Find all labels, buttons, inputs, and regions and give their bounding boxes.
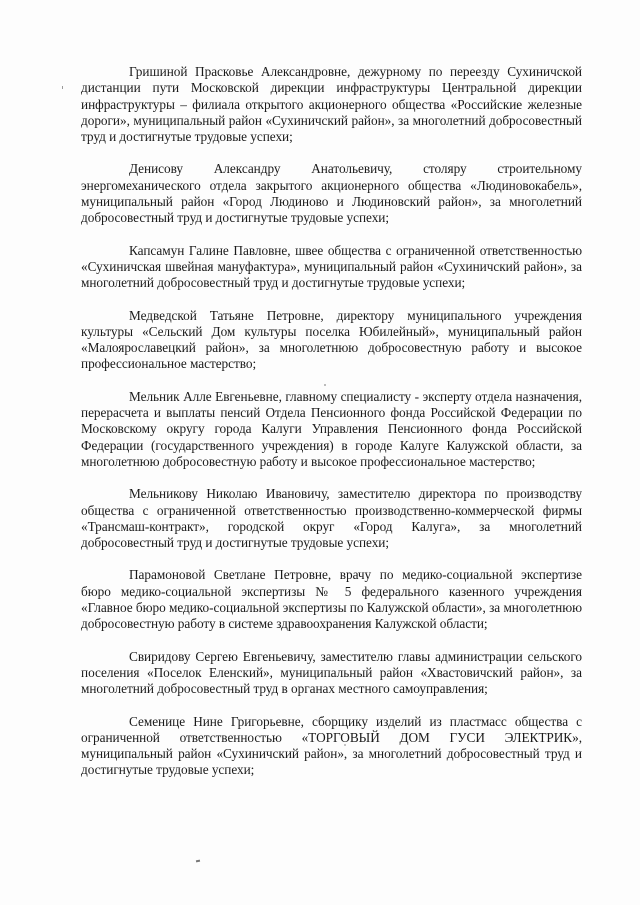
award-paragraph: Парамоновой Светлане Петровне, врачу по медико-социальной экспертизе бюро медико-социальной экспертизы № 5 федерального казенного учреждения «Главное бюро медико-социальной экспертизы по Калужской области», за многолетнюю добросовестную работу в системе здравоохранения Калужской области;	[81, 567, 582, 632]
award-list	[81, 64, 582, 795]
award-paragraph: Свиридову Сергею Евгеньевичу, заместителю главы администрации сельского поселения «Поселок Еленский», муниципальный район «Хвастовичский район», за многолетний добросовестный труд в органах местного самоуправления;	[81, 648, 582, 697]
scan-speck	[62, 86, 63, 89]
award-paragraph: Капсамун Галине Павловне, швее общества с ограниченной ответственностью «Сухиничская швейная мануфактура», муниципальный район «Сухиничский район», за многолетний добросовестный труд и достигнутые трудовые успехи;	[81, 242, 582, 291]
award-paragraph: Мельникову Николаю Ивановичу, заместителю директора по производству общества с ограниченной ответственностью производственно-коммерческой фирмы «Трансмаш-контракт», городской округ «Город Калуга», за многолетний добросовестный труд и достигнутые трудовые успехи;	[81, 486, 582, 551]
award-paragraph: Гришиной Прасковье Александровне, дежурному по переезду Сухиничской дистанции пути Московской дирекции инфраструктуры Центральной дирекции инфраструктуры – филиала открытого акционерного общества «Российские железные дороги», муниципальный район «Сухиничский район», за многолетний добросовестный труд и достигнутые трудовые успехи;	[81, 64, 582, 145]
award-paragraph: Мельник Алле Евгеньевне, главному специалисту - эксперту отдела назначения, перерасчета и выплаты пенсий Отдела Пенсионного фонда Российской Федерации по Московскому округу города Калуги Управления Пенсионного фонда Российской Федерации (государственного учреждения) в городе Калуге Калужской области, за многолетнюю добросовестную работу и высокое профессиональное мастерство;	[81, 388, 582, 469]
award-paragraph: Денисову Александру Анатольевичу, столяру строительному энергомеханического отдела закрытого акционерного общества «Людиновокабель», муниципальный район «Город Людиново и Людиновский район», за многолетний добросовестный труд и достигнутые трудовые успехи;	[81, 161, 582, 226]
scan-speck	[196, 860, 200, 863]
award-paragraph: Медведской Татьяне Петровне, директору муниципального учреждения культуры «Сельский Дом культуры поселка Юбилейный», муниципальный район «Малоярославецкий район», за многолетнюю добросовестную работу и высокое профессиональное мастерство;	[81, 307, 582, 372]
award-paragraph: Семенице Нине Григорьевне, сборщику изделий из пластмасс общества с ограниченной ответственностью «ТОРГОВЫЙ ДОМ ГУСИ ЭЛЕКТРИК», муниципальный район «Сухиничский район», за многолетний добросовестный труд и достигнутые трудовые успехи;	[81, 713, 582, 778]
